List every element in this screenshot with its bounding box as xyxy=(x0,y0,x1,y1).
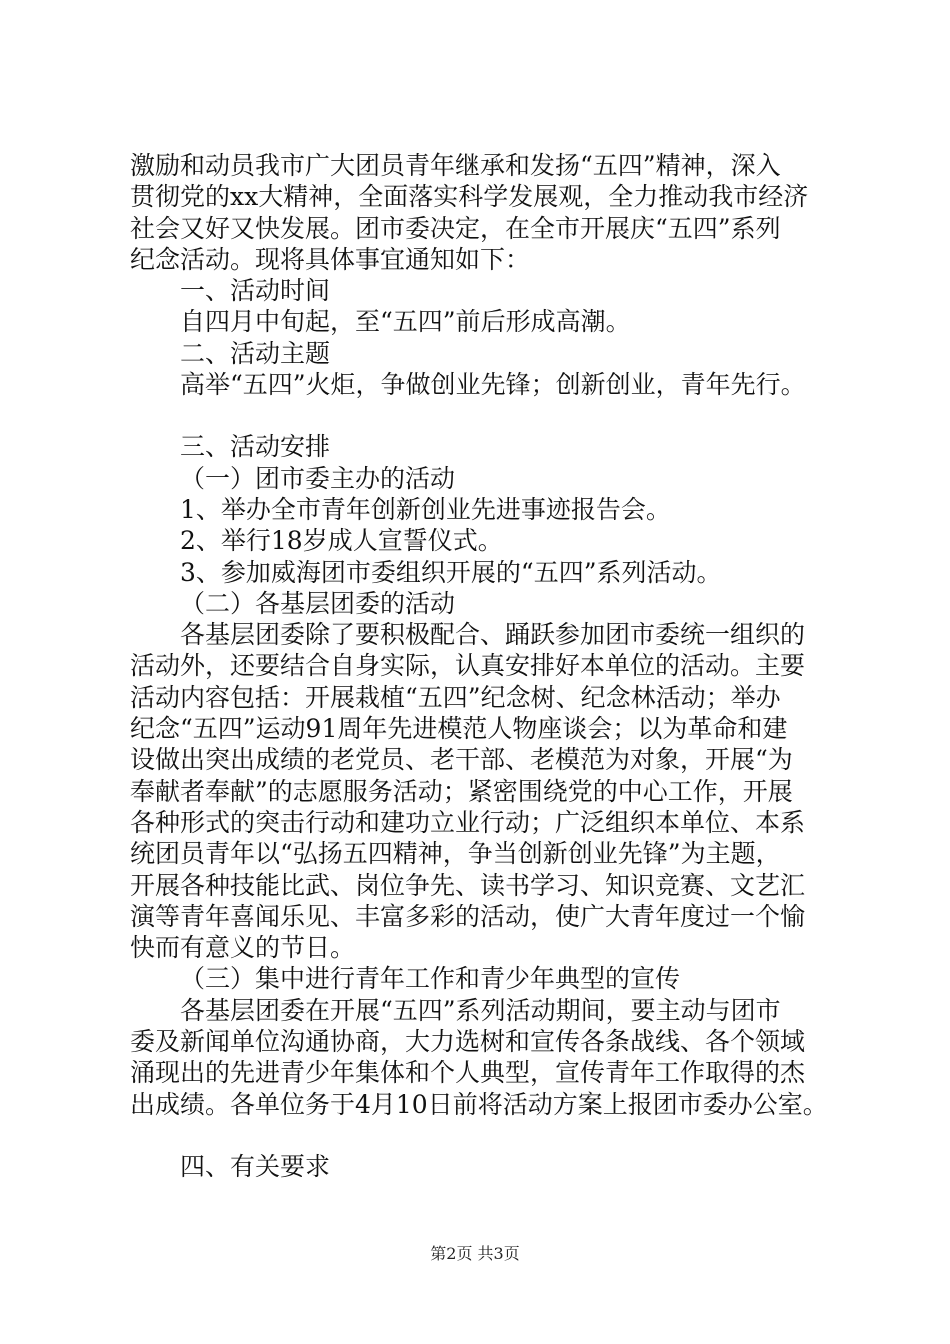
subsection-heading-3: （三）集中进行青年工作和青少年典型的宣传 xyxy=(180,964,681,994)
subsection-heading-2: （二）各基层团委的活动 xyxy=(180,588,456,618)
paragraph-line: 各基层团委在开展“五四”系列活动期间，要主动与团市 xyxy=(180,995,781,1025)
list-item: 3、参加威海团市委组织开展的“五四”系列活动。 xyxy=(180,557,722,587)
paragraph-line: 快而有意义的节日。 xyxy=(130,933,356,963)
section-heading-requirements: 四、有关要求 xyxy=(180,1151,331,1181)
section-heading-arrangement: 三、活动安排 xyxy=(180,432,331,462)
paragraph-line: 活动内容包括：开展栽植“五四”纪念树、纪念林活动；举办 xyxy=(130,682,781,712)
paragraph-line: 统团员青年以“弘扬五四精神，争当创新创业先锋”为主题， xyxy=(130,839,781,869)
paragraph-line: 各基层团委除了要积极配合、踊跃参加团市委统一组织的 xyxy=(180,620,806,650)
paragraph-line: 各种形式的突击行动和建功立业行动；广泛组织本单位、本系 xyxy=(130,807,806,837)
paragraph-line: 活动外，还要结合自身实际，认真安排好本单位的活动。主要 xyxy=(130,651,806,681)
intro-line: 激励和动员我市广大团员青年继承和发扬“五四”精神，深入 xyxy=(130,151,781,180)
list-item: 1、举办全市青年创新创业先进事迹报告会。 xyxy=(180,494,671,524)
section-text-time: 自四月中旬起，至“五四”前后形成高潮。 xyxy=(180,307,631,337)
subsection-heading-1: （一）团市委主办的活动 xyxy=(180,463,456,493)
page-footer: 第2页 共3页 xyxy=(430,1244,520,1263)
intro-line: 纪念活动。现将具体事宜通知如下： xyxy=(130,244,531,274)
paragraph-line: 奉献者奉献”的志愿服务活动；紧密围绕党的中心工作，开展 xyxy=(130,776,793,806)
paragraph-line: 涌现出的先进青少年集体和个人典型，宣传青年工作取得的杰 xyxy=(130,1058,806,1088)
document-body xyxy=(130,150,830,1182)
paragraph-line: 委及新闻单位沟通协商，大力选树和宣传各条战线、各个领域 xyxy=(130,1027,806,1057)
section-heading-time: 一、活动时间 xyxy=(180,276,331,306)
paragraph-line: 纪念“五四”运动91周年先进模范人物座谈会；以为革命和建 xyxy=(130,714,788,744)
section-text-theme: 高举“五四”火炬，争做创业先锋；创新创业，青年先行。 xyxy=(180,370,806,400)
intro-line: 社会又好又快发展。团市委决定，在全市开展庆“五四”系列 xyxy=(130,213,781,243)
paragraph-line: 开展各种技能比武、岗位争先、读书学习、知识竞赛、文艺汇 xyxy=(130,870,806,900)
intro-line: 贯彻党的xx大精神，全面落实科学发展观，全力推动我市经济 xyxy=(130,182,809,212)
section-heading-theme: 二、活动主题 xyxy=(180,338,331,368)
paragraph-line: 设做出突出成绩的老党员、老干部、老模范为对象，开展“为 xyxy=(130,745,793,775)
list-item: 2、举行18岁成人宣誓仪式。 xyxy=(180,526,503,556)
paragraph-line: 出成绩。各单位务于4月10日前将活动方案上报团市委办公室。 xyxy=(130,1089,828,1119)
paragraph-line: 演等青年喜闻乐见、丰富多彩的活动，使广大青年度过一个愉 xyxy=(130,901,806,931)
